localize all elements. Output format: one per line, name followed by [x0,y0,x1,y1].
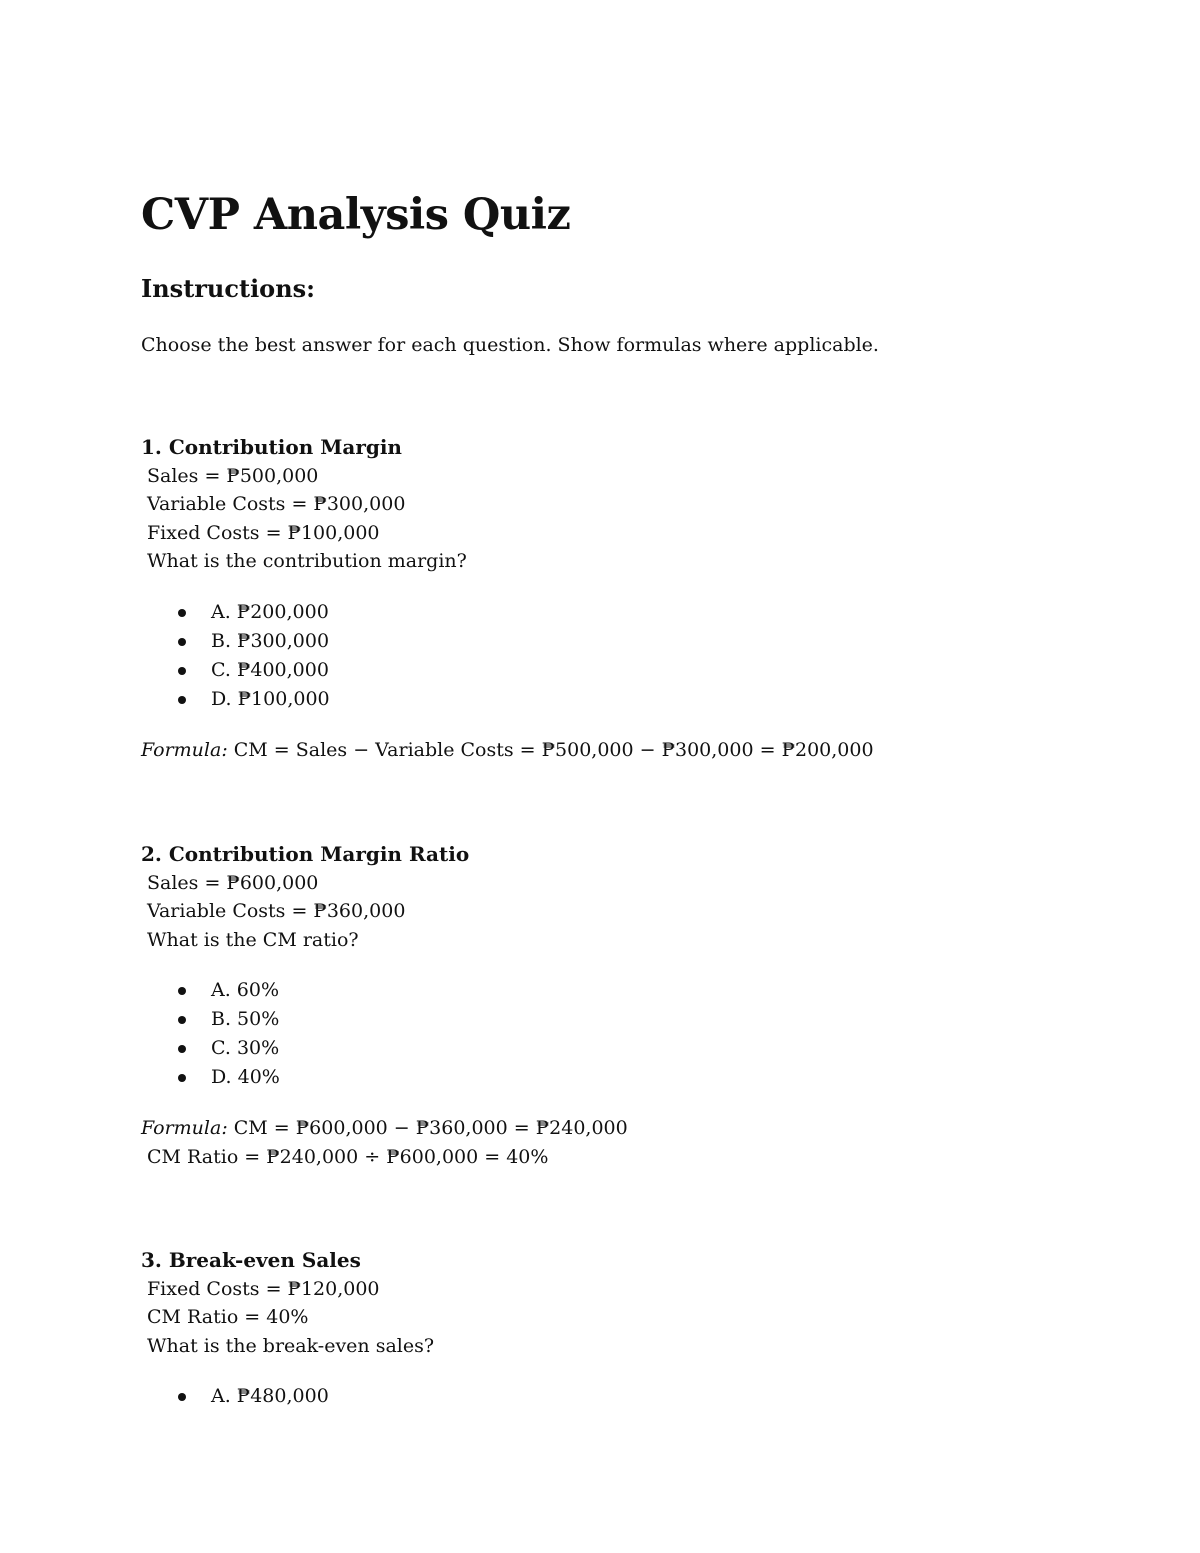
instructions-heading: Instructions: [141,274,316,303]
answer-option-label: D. ₱100,000 [211,687,330,710]
bullet-icon [178,609,186,617]
formula [141,736,1101,765]
question-line: Sales = ₱600,000 [147,871,319,894]
answer-option-label: D. 40% [211,1066,280,1088]
formula-label: Formula: [141,1117,228,1139]
question-prompt: What is the contribution margin? [147,550,467,572]
answer-option [141,1063,1101,1092]
question-line: CM Ratio = 40% [147,1306,309,1328]
answer-option [141,1382,1101,1411]
answer-option-label: C. ₱400,000 [211,658,329,681]
formula-label: Formula: [141,738,228,761]
question-line: Fixed Costs = ₱120,000 [147,1277,380,1300]
answer-option-label: A. 60% [211,979,280,1001]
answer-option-label: B. ₱300,000 [211,629,330,652]
question-line: Sales = ₱500,000 [147,464,319,487]
question-prompt: What is the CM ratio? [147,928,359,951]
bullet-icon [178,638,186,646]
answer-option [141,656,1101,685]
question-heading: 3. Break-even Sales [141,1248,361,1272]
instructions-text: Choose the best answer for each question. Show formulas where applicable. [141,334,879,356]
formula-text: CM = ₱600,000 − ₱360,000 = ₱240,000 [227,1117,628,1139]
answer-option-label: B. 50% [211,1008,280,1030]
answer-options [141,976,1101,1092]
answer-option [141,685,1101,714]
question-2 [141,840,1101,1171]
answer-options [141,1382,1101,1411]
bullet-icon [178,1045,186,1053]
question-prompt: What is the break-even sales? [147,1334,435,1357]
question-line: Variable Costs = ₱300,000 [147,493,406,515]
question-3 [141,1246,1101,1411]
question-line: Variable Costs = ₱360,000 [147,900,406,922]
answer-option-label: C. 30% [211,1037,280,1059]
answer-option [141,1005,1101,1034]
formula-continuation: CM Ratio = ₱240,000 ÷ ₱600,000 = 40% [147,1145,549,1168]
answer-options [141,598,1101,714]
bullet-icon [178,696,186,704]
bullet-icon [178,1393,186,1401]
question-heading: 1. Contribution Margin [141,435,402,459]
answer-option-label: A. ₱480,000 [211,1385,329,1407]
formula-text: CM = Sales − Variable Costs = ₱500,000 − ₱300,000 = ₱200,000 [227,738,874,761]
question-1 [141,433,1101,764]
question-heading: 2. Contribution Margin Ratio [141,842,470,866]
question-line: Fixed Costs = ₱100,000 [147,521,380,544]
answer-option [141,976,1101,1005]
bullet-icon [178,1016,186,1024]
bullet-icon [178,667,186,675]
answer-option-label: A. ₱200,000 [211,600,329,623]
page-title: CVP Analysis Quiz [141,190,571,240]
answer-option [141,627,1101,656]
answer-option [141,598,1101,627]
bullet-icon [178,1074,186,1082]
answer-option [141,1034,1101,1063]
bullet-icon [178,987,186,995]
formula [141,1114,1101,1143]
